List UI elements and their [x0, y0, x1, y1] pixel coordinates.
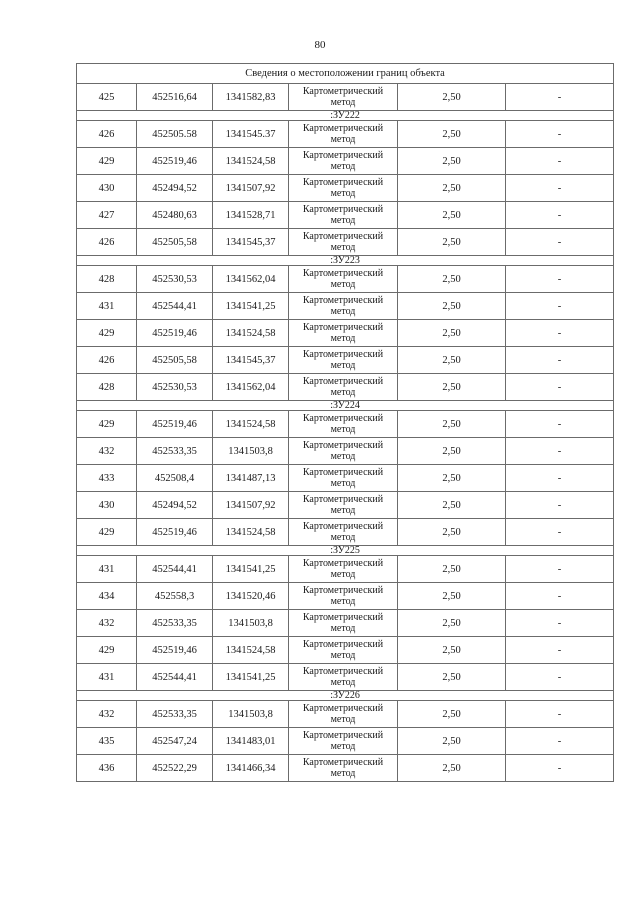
note-cell: -	[506, 492, 614, 519]
table-row	[77, 492, 614, 519]
table-row	[77, 519, 614, 546]
method-line-1: Картометрический	[302, 558, 384, 569]
page-number: 80	[314, 39, 326, 51]
table-row	[77, 438, 614, 465]
accuracy-cell: 2,50	[398, 148, 506, 175]
method-cell	[289, 465, 398, 492]
method-line-2: метод	[330, 451, 356, 462]
method-line-1: Картометрический	[302, 349, 384, 360]
method-line-2: метод	[330, 306, 356, 317]
y-coordinate-cell: 1341487,13	[213, 465, 289, 492]
x-coordinate-cell: 452494,52	[137, 175, 213, 202]
point-number-cell: 430	[77, 175, 137, 202]
point-number-cell: 425	[77, 84, 137, 111]
y-coordinate-cell: 1341562,04	[213, 374, 289, 401]
accuracy-cell: 2,50	[398, 293, 506, 320]
x-coordinate-cell: 452533,35	[137, 610, 213, 637]
accuracy-cell: 2,50	[398, 610, 506, 637]
table-row	[77, 664, 614, 691]
method-line-1: Картометрический	[302, 204, 384, 215]
method-line-2: метод	[330, 97, 356, 108]
note-cell: -	[506, 148, 614, 175]
method-line-1: Картометрический	[302, 612, 384, 623]
accuracy-cell: 2,50	[398, 701, 506, 728]
accuracy-cell: 2,50	[398, 374, 506, 401]
method-cell	[289, 438, 398, 465]
table-row	[77, 374, 614, 401]
point-number-cell: 431	[77, 556, 137, 583]
method-cell	[289, 148, 398, 175]
method-cell	[289, 664, 398, 691]
table-row	[77, 347, 614, 374]
accuracy-cell: 2,50	[398, 492, 506, 519]
note-cell: -	[506, 556, 614, 583]
method-line-2: метод	[330, 532, 356, 543]
method-line-2: метод	[330, 161, 356, 172]
method-cell	[289, 411, 398, 438]
accuracy-cell: 2,50	[398, 229, 506, 256]
method-line-2: метод	[330, 279, 356, 290]
x-coordinate-cell: 452544,41	[137, 664, 213, 691]
x-coordinate-cell: 452516,64	[137, 84, 213, 111]
point-number-cell: 431	[77, 664, 137, 691]
method-line-1: Картометрический	[302, 494, 384, 505]
method-line-2: метод	[330, 387, 356, 398]
table-row	[77, 202, 614, 229]
method-line-2: метод	[330, 188, 356, 199]
method-cell	[289, 229, 398, 256]
point-number-cell: 429	[77, 411, 137, 438]
method-line-1: Картометрический	[302, 639, 384, 650]
point-number-cell: 429	[77, 148, 137, 175]
method-line-1: Картометрический	[302, 322, 384, 333]
y-coordinate-cell: 1341545,37	[213, 347, 289, 374]
y-coordinate-cell: 1341562,04	[213, 266, 289, 293]
accuracy-cell: 2,50	[398, 347, 506, 374]
table-row	[77, 121, 614, 148]
section-label: :ЗУ222	[77, 111, 614, 121]
method-line-1: Картометрический	[302, 730, 384, 741]
method-line-2: метод	[330, 134, 356, 145]
y-coordinate-cell: 1341541,25	[213, 556, 289, 583]
accuracy-cell: 2,50	[398, 175, 506, 202]
method-line-1: Картометрический	[302, 666, 384, 677]
accuracy-cell: 2,50	[398, 266, 506, 293]
y-coordinate-cell: 1341582,83	[213, 84, 289, 111]
x-coordinate-cell: 452558,3	[137, 583, 213, 610]
y-coordinate-cell: 1341503,8	[213, 438, 289, 465]
point-number-cell: 427	[77, 202, 137, 229]
method-line-1: Картометрический	[302, 467, 384, 478]
method-cell	[289, 610, 398, 637]
method-cell	[289, 202, 398, 229]
section-header-row	[77, 111, 614, 121]
method-cell	[289, 701, 398, 728]
point-number-cell: 432	[77, 701, 137, 728]
method-cell	[289, 266, 398, 293]
point-number-cell: 428	[77, 374, 137, 401]
table-row	[77, 266, 614, 293]
accuracy-cell: 2,50	[398, 202, 506, 229]
point-number-cell: 435	[77, 728, 137, 755]
method-cell	[289, 374, 398, 401]
table-row	[77, 293, 614, 320]
method-line-1: Картометрический	[302, 150, 384, 161]
method-cell	[289, 347, 398, 374]
table-row	[77, 229, 614, 256]
note-cell: -	[506, 610, 614, 637]
y-coordinate-cell: 1341483,01	[213, 728, 289, 755]
y-coordinate-cell: 1341524,58	[213, 320, 289, 347]
method-line-1: Картометрический	[302, 177, 384, 188]
accuracy-cell: 2,50	[398, 728, 506, 755]
section-header-row	[77, 691, 614, 701]
table-row	[77, 465, 614, 492]
note-cell: -	[506, 229, 614, 256]
note-cell: -	[506, 637, 614, 664]
section-label: :ЗУ226	[77, 691, 614, 701]
method-cell	[289, 293, 398, 320]
accuracy-cell: 2,50	[398, 556, 506, 583]
accuracy-cell: 2,50	[398, 637, 506, 664]
note-cell: -	[506, 347, 614, 374]
method-line-2: метод	[330, 569, 356, 580]
table-row	[77, 556, 614, 583]
table-row	[77, 175, 614, 202]
method-line-1: Картометрический	[302, 86, 384, 97]
method-line-2: метод	[330, 478, 356, 489]
note-cell: -	[506, 701, 614, 728]
note-cell: -	[506, 664, 614, 691]
table-row	[77, 84, 614, 111]
method-line-2: метод	[330, 424, 356, 435]
method-cell	[289, 583, 398, 610]
point-number-cell: 428	[77, 266, 137, 293]
y-coordinate-cell: 1341524,58	[213, 519, 289, 546]
point-number-cell: 433	[77, 465, 137, 492]
method-line-1: Картометрический	[302, 295, 384, 306]
accuracy-cell: 2,50	[398, 320, 506, 347]
table-row	[77, 728, 614, 755]
x-coordinate-cell: 452533,35	[137, 701, 213, 728]
x-coordinate-cell: 452544,41	[137, 293, 213, 320]
table-title: Сведения о местоположении границ объекта	[77, 64, 614, 84]
table-row	[77, 701, 614, 728]
x-coordinate-cell: 452505,58	[137, 347, 213, 374]
point-number-cell: 429	[77, 320, 137, 347]
accuracy-cell: 2,50	[398, 664, 506, 691]
method-line-1: Картометрический	[302, 413, 384, 424]
y-coordinate-cell: 1341524,58	[213, 411, 289, 438]
accuracy-cell: 2,50	[398, 411, 506, 438]
note-cell: -	[506, 293, 614, 320]
y-coordinate-cell: 1341524,58	[213, 637, 289, 664]
x-coordinate-cell: 452530,53	[137, 374, 213, 401]
method-line-1: Картометрический	[302, 123, 384, 134]
section-label: :ЗУ225	[77, 546, 614, 556]
y-coordinate-cell: 1341503,8	[213, 610, 289, 637]
note-cell: -	[506, 266, 614, 293]
y-coordinate-cell: 1341545.37	[213, 121, 289, 148]
method-line-2: метод	[330, 215, 356, 226]
accuracy-cell: 2,50	[398, 519, 506, 546]
note-cell: -	[506, 374, 614, 401]
x-coordinate-cell: 452544,41	[137, 556, 213, 583]
accuracy-cell: 2,50	[398, 755, 506, 782]
boundary-coordinates-table	[76, 63, 614, 782]
method-cell	[289, 556, 398, 583]
y-coordinate-cell: 1341545,37	[213, 229, 289, 256]
x-coordinate-cell: 452505,58	[137, 229, 213, 256]
method-line-2: метод	[330, 333, 356, 344]
y-coordinate-cell: 1341507,92	[213, 492, 289, 519]
note-cell: -	[506, 583, 614, 610]
method-line-1: Картометрический	[302, 231, 384, 242]
section-header-row	[77, 256, 614, 266]
point-number-cell: 429	[77, 637, 137, 664]
accuracy-cell: 2,50	[398, 465, 506, 492]
accuracy-cell: 2,50	[398, 583, 506, 610]
method-cell	[289, 755, 398, 782]
point-number-cell: 432	[77, 438, 137, 465]
method-line-2: метод	[330, 360, 356, 371]
y-coordinate-cell: 1341520,46	[213, 583, 289, 610]
x-coordinate-cell: 452533,35	[137, 438, 213, 465]
note-cell: -	[506, 755, 614, 782]
point-number-cell: 432	[77, 610, 137, 637]
method-cell	[289, 519, 398, 546]
note-cell: -	[506, 411, 614, 438]
table-title-row	[77, 64, 614, 84]
method-cell	[289, 492, 398, 519]
table-row	[77, 320, 614, 347]
x-coordinate-cell: 452519,46	[137, 320, 213, 347]
x-coordinate-cell: 452519,46	[137, 637, 213, 664]
method-line-1: Картометрический	[302, 703, 384, 714]
x-coordinate-cell: 452480,63	[137, 202, 213, 229]
table-row	[77, 583, 614, 610]
y-coordinate-cell: 1341466,34	[213, 755, 289, 782]
method-line-2: метод	[330, 505, 356, 516]
note-cell: -	[506, 465, 614, 492]
point-number-cell: 426	[77, 121, 137, 148]
y-coordinate-cell: 1341524,58	[213, 148, 289, 175]
method-line-1: Картометрический	[302, 268, 384, 279]
method-line-2: метод	[330, 741, 356, 752]
point-number-cell: 430	[77, 492, 137, 519]
point-number-cell: 426	[77, 229, 137, 256]
point-number-cell: 434	[77, 583, 137, 610]
method-line-1: Картометрический	[302, 757, 384, 768]
y-coordinate-cell: 1341507,92	[213, 175, 289, 202]
method-line-2: метод	[330, 768, 356, 779]
accuracy-cell: 2,50	[398, 121, 506, 148]
point-number-cell: 426	[77, 347, 137, 374]
method-cell	[289, 121, 398, 148]
y-coordinate-cell: 1341541,25	[213, 664, 289, 691]
method-line-1: Картометрический	[302, 440, 384, 451]
table-row	[77, 637, 614, 664]
y-coordinate-cell: 1341528,71	[213, 202, 289, 229]
note-cell: -	[506, 320, 614, 347]
method-line-1: Картометрический	[302, 585, 384, 596]
note-cell: -	[506, 728, 614, 755]
method-cell	[289, 320, 398, 347]
point-number-cell: 436	[77, 755, 137, 782]
note-cell: -	[506, 121, 614, 148]
x-coordinate-cell: 452530,53	[137, 266, 213, 293]
accuracy-cell: 2,50	[398, 438, 506, 465]
method-cell	[289, 84, 398, 111]
method-line-2: метод	[330, 242, 356, 253]
accuracy-cell: 2,50	[398, 84, 506, 111]
note-cell: -	[506, 202, 614, 229]
x-coordinate-cell: 452519,46	[137, 519, 213, 546]
x-coordinate-cell: 452505.58	[137, 121, 213, 148]
x-coordinate-cell: 452519,46	[137, 148, 213, 175]
note-cell: -	[506, 519, 614, 546]
x-coordinate-cell: 452508,4	[137, 465, 213, 492]
y-coordinate-cell: 1341503,8	[213, 701, 289, 728]
note-cell: -	[506, 84, 614, 111]
method-cell	[289, 637, 398, 664]
table-row	[77, 411, 614, 438]
table-row	[77, 610, 614, 637]
method-line-2: метод	[330, 596, 356, 607]
method-line-1: Картометрический	[302, 521, 384, 532]
point-number-cell: 429	[77, 519, 137, 546]
table-row	[77, 755, 614, 782]
x-coordinate-cell: 452522,29	[137, 755, 213, 782]
x-coordinate-cell: 452547,24	[137, 728, 213, 755]
table-row	[77, 148, 614, 175]
section-header-row	[77, 401, 614, 411]
note-cell: -	[506, 438, 614, 465]
x-coordinate-cell: 452494,52	[137, 492, 213, 519]
section-label: :ЗУ223	[77, 256, 614, 266]
y-coordinate-cell: 1341541,25	[213, 293, 289, 320]
method-line-1: Картометрический	[302, 376, 384, 387]
section-header-row	[77, 546, 614, 556]
method-line-2: метод	[330, 623, 356, 634]
section-label: :ЗУ224	[77, 401, 614, 411]
method-cell	[289, 175, 398, 202]
method-line-2: метод	[330, 714, 356, 725]
point-number-cell: 431	[77, 293, 137, 320]
method-line-2: метод	[330, 677, 356, 688]
x-coordinate-cell: 452519,46	[137, 411, 213, 438]
table-body	[77, 64, 614, 782]
note-cell: -	[506, 175, 614, 202]
method-line-2: метод	[330, 650, 356, 661]
method-cell	[289, 728, 398, 755]
